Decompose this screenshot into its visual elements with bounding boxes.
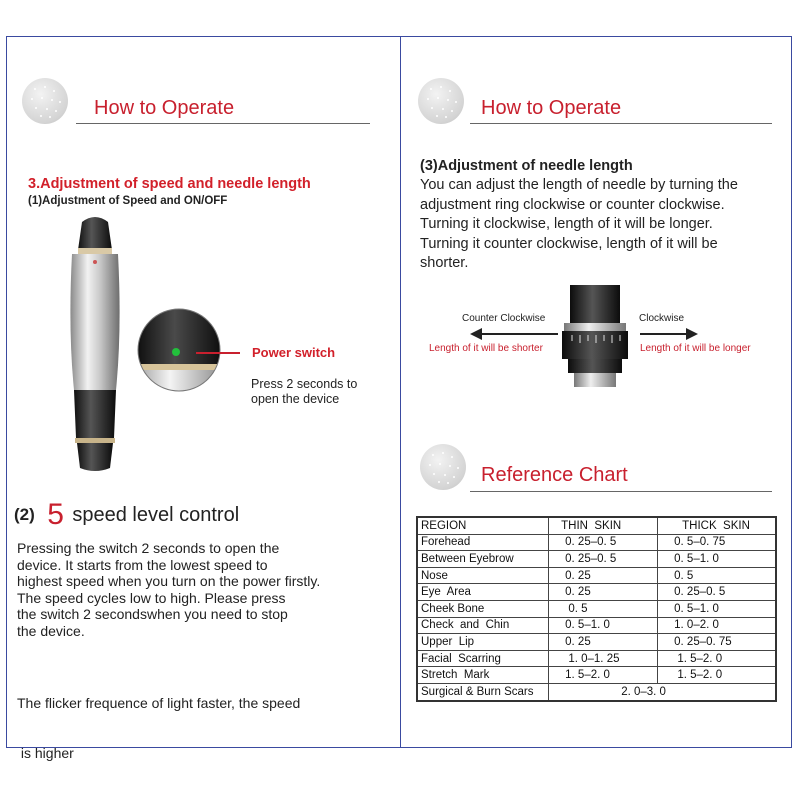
region-cell: Stretch Mark (417, 667, 549, 684)
table-row (417, 683, 776, 700)
paragraph-line: highest speed when you turn on the power firstly. (17, 573, 321, 590)
speed-suffix: speed level control (72, 503, 240, 526)
heading-needle-length: (3)Adjustment of needle length (420, 158, 633, 174)
thin-skin-cell: 0. 25 (549, 567, 658, 584)
region-cell: Check and Chin (417, 617, 549, 634)
cw-arrow-line (640, 333, 688, 335)
adjustment-ring-image (560, 285, 630, 389)
dot-circle-icon (420, 444, 466, 490)
region-cell: Upper Lip (417, 634, 549, 651)
cw-arrow-head (686, 328, 698, 340)
thin-skin-cell: 0. 25 (549, 634, 658, 651)
region-cell: Facial Scarring (417, 650, 549, 667)
pen-device-image (60, 210, 130, 475)
speed-paragraph (17, 540, 392, 640)
flicker-note (17, 662, 392, 778)
thin-skin-cell: 1. 5–2. 0 (549, 667, 658, 684)
thin-skin-cell: 1. 0–1. 25 (549, 650, 658, 667)
thick-skin-cell: 0. 5–0. 75 (658, 534, 776, 551)
thin-skin-cell: 0. 25–0. 5 (549, 534, 658, 551)
paragraph-line: You can adjust the length of needle by turning the (420, 177, 738, 193)
table-row (417, 534, 776, 551)
reference-table (416, 516, 777, 702)
region-cell: Nose (417, 567, 549, 584)
region-cell: Between Eyebrow (417, 551, 549, 568)
speed-prefix: (2) (14, 505, 35, 524)
combined-skin-cell: 2. 0–3. 0 (549, 683, 776, 700)
paragraph-line: The speed cycles low to high. Please press (17, 589, 286, 606)
paragraph-line: Pressing the switch 2 seconds to open the (17, 540, 280, 556)
region-cell: Surgical & Burn Scars (417, 683, 549, 700)
dot-circle-icon (418, 78, 464, 124)
ccw-arrow-head (470, 328, 482, 340)
section-title: How to Operate (481, 97, 622, 119)
thick-skin-cell: 0. 25–0. 75 (658, 634, 776, 651)
section-rule (470, 491, 772, 492)
region-cell: Eye Area (417, 584, 549, 601)
thick-skin-cell: 0. 25–0. 5 (658, 584, 776, 601)
ccw-label: Counter Clockwise (462, 313, 546, 324)
thick-skin-cell: 1. 5–2. 0 (658, 650, 776, 667)
table-row (417, 584, 776, 601)
speed-heading (14, 498, 239, 530)
thin-skin-cell: 0. 25 (549, 584, 658, 601)
paragraph-line: the switch 2 secondswhen you need to stop (17, 606, 288, 623)
cw-label: Clockwise (639, 313, 685, 324)
thick-skin-cell: 1. 0–2. 0 (658, 617, 776, 634)
thick-skin-cell: 1. 5–2. 0 (658, 667, 776, 684)
paragraph-line: Turning it clockwise, length of it will be longer. (420, 216, 713, 232)
thick-skin-cell: 0. 5–1. 0 (658, 551, 776, 568)
section-title: How to Operate (94, 97, 235, 119)
power-switch-label: Power switch (252, 345, 336, 360)
column-divider (400, 36, 401, 748)
table-row (417, 617, 776, 634)
needle-paragraph (420, 176, 790, 274)
thin-skin-cell: 0. 25–0. 5 (549, 551, 658, 568)
thin-skin-cell: 0. 5–1. 0 (549, 617, 658, 634)
paragraph-line: device. It starts from the lowest speed to (17, 556, 268, 573)
heading-speed-needle: 3.Adjustment of speed and needle length (28, 176, 311, 192)
table-header-row (417, 517, 776, 534)
chart-title: Reference Chart (481, 464, 628, 486)
header-cell: THIN SKIN (549, 517, 658, 534)
speed-number: 5 (47, 498, 64, 531)
table-row (417, 551, 776, 568)
paragraph-line: shorter. (420, 255, 469, 271)
thick-skin-cell: 0. 5 (658, 567, 776, 584)
paragraph-line: Turning it counter clockwise, length of it will be (420, 235, 718, 252)
subheading-speed-onoff: (1)Adjustment of Speed and ON/OFF (28, 195, 228, 207)
header-cell: THICK SKIN (658, 517, 776, 534)
power-switch-closeup (134, 308, 224, 392)
callout-note-line-2: open the device (251, 392, 340, 406)
cw-note: Length of it will be longer (640, 343, 751, 354)
thick-skin-cell: 0. 5–1. 0 (658, 600, 776, 617)
note-line: is higher (17, 744, 74, 761)
thin-skin-cell: 0. 5 (549, 600, 658, 617)
callout-line (196, 352, 240, 354)
region-cell: Cheek Bone (417, 600, 549, 617)
section-rule (470, 123, 772, 124)
table-row (417, 567, 776, 584)
table-row (417, 634, 776, 651)
note-line: The flicker frequence of light faster, the speed (17, 695, 301, 712)
header-cell: REGION (417, 517, 549, 534)
table-row (417, 650, 776, 667)
paragraph-line: adjustment ring clockwise or counter clockwise. (420, 196, 725, 213)
table-row (417, 600, 776, 617)
ccw-note: Length of it will be shorter (429, 343, 543, 354)
callout-note-line-1: Press 2 seconds to (251, 377, 358, 391)
table-row (417, 667, 776, 684)
dot-circle-icon (22, 78, 68, 124)
section-rule (76, 123, 370, 124)
paragraph-line: the device. (17, 622, 85, 639)
region-cell: Forehead (417, 534, 549, 551)
ccw-arrow-line (480, 333, 558, 335)
